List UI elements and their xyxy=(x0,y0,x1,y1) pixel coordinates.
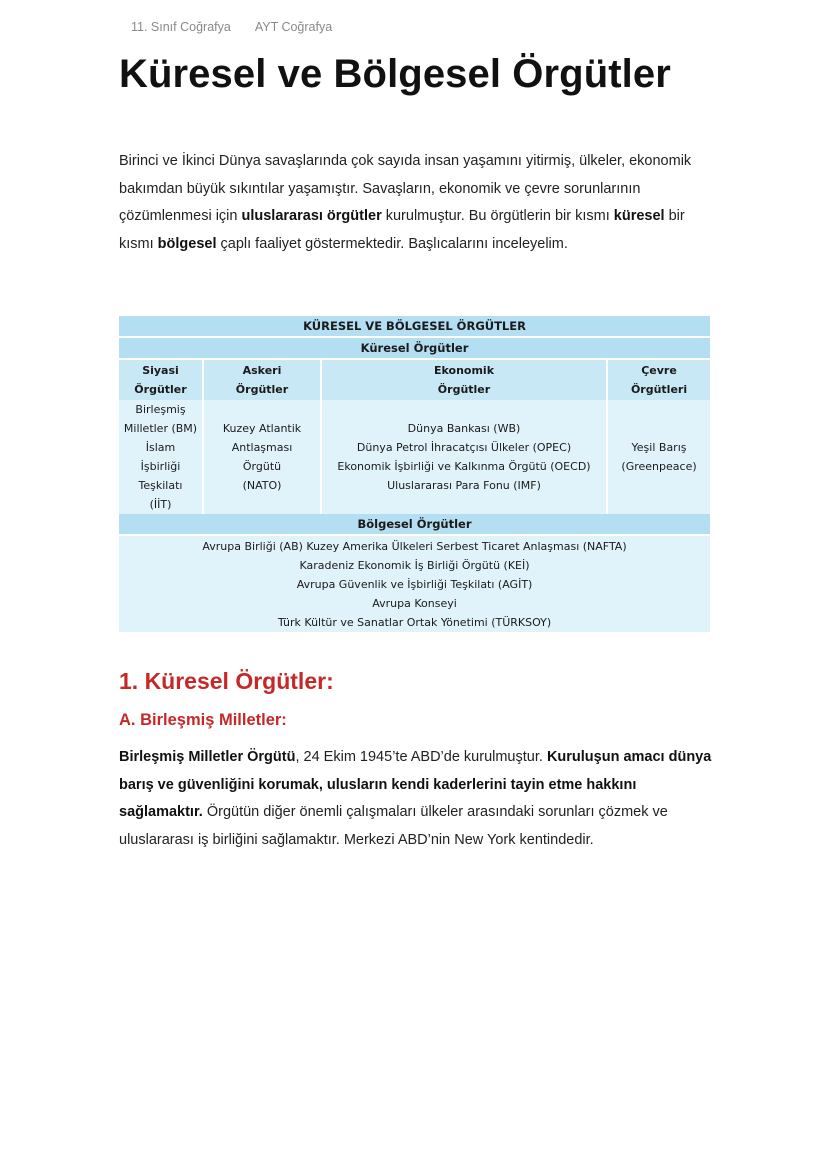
economic-org-line: Uluslararası Para Fonu (IMF) xyxy=(387,479,541,492)
intro-bold-uluslararasi-orgutler: uluslararası örgütler xyxy=(241,208,382,224)
intro-bold-bolgesel: bölgesel xyxy=(157,235,217,252)
category-environmental-line: Örgütleri xyxy=(630,383,688,396)
political-org-line: Teşkilatı xyxy=(138,479,183,492)
category-political-line: Örgütler xyxy=(134,383,187,396)
un-bold-name: Birleşmiş Milletler Örgütü xyxy=(119,749,296,765)
breadcrumb xyxy=(131,20,332,34)
category-political-header xyxy=(119,359,203,400)
military-org-line: Antlaşması xyxy=(231,441,293,454)
un-paragraph xyxy=(119,744,719,854)
regional-organizations-cell xyxy=(119,535,710,632)
category-economic-header xyxy=(321,359,607,400)
un-text-1: , 24 Ekim 1945’te ABD’de kurulmuştur. xyxy=(295,749,547,765)
military-org-line: Örgütü xyxy=(242,460,282,473)
category-environmental-header xyxy=(607,359,710,400)
section-heading-kuresel-orgutler: 1. Küresel Örgütler: xyxy=(119,668,334,694)
regional-org-line: Avrupa Birliği (AB) Kuzey Amerika Ülkeleri Serbest Ticaret Anlaşması (NAFTA) xyxy=(202,539,627,553)
political-organizations-cell xyxy=(119,400,203,514)
intro-bold-kuresel: küresel xyxy=(613,208,665,224)
un-bold-purpose: Kuruluşun amacı dünya barış ve güvenliğini korumak, ulusların kendi kaderlerini tayin etme hakkını sağlamaktır. xyxy=(119,749,712,820)
regional-org-line: Avrupa Güvenlik ve İşbirliği Teşkilatı (AGİT) xyxy=(296,577,533,591)
environmental-org-line: (Greenpeace) xyxy=(621,460,697,473)
political-org-line: İşbirliği xyxy=(140,460,181,473)
economic-organizations-cell xyxy=(321,400,607,514)
category-military-header xyxy=(203,359,321,400)
economic-org-line: Dünya Bankası (WB) xyxy=(407,422,521,435)
regional-org-line: Türk Kültür ve Sanatlar Ortak Yönetimi (TÜRKSOY) xyxy=(277,615,552,629)
military-org-line: Kuzey Atlantik xyxy=(222,422,302,435)
environmental-organizations-cell xyxy=(607,400,710,514)
regional-org-line: Karadeniz Ekonomik İş Birliği Örgütü (KEİ) xyxy=(299,558,530,572)
economic-org-line: Ekonomik İşbirliği ve Kalkınma Örgütü (OECD) xyxy=(337,460,591,473)
intro-paragraph xyxy=(119,148,709,258)
political-org-line: Birleşmiş xyxy=(135,403,186,416)
table-title: KÜRESEL VE BÖLGESEL ÖRGÜTLER xyxy=(119,316,710,337)
intro-text-3: bir kısmı xyxy=(119,208,685,252)
political-org-line: Milletler (BM) xyxy=(123,422,198,435)
un-text-2: Örgütün diğer önemli çalışmaları ülkeler arasındaki sorunları çözmek ve uluslararası iş birliğini sağlamaktır. Merkezi ABD’nin New York kentindedir. xyxy=(119,804,668,848)
military-organizations-cell xyxy=(203,400,321,514)
category-military-line: Askeri xyxy=(242,364,282,377)
subsection-heading-birlesmis-milletler: A. Birleşmiş Milletler: xyxy=(119,711,287,729)
regional-org-line: Avrupa Konseyi xyxy=(372,596,457,610)
category-military-line: Örgütler xyxy=(235,383,289,396)
category-economic-line: Örgütler xyxy=(437,383,491,396)
category-environmental-line: Çevre xyxy=(641,364,677,377)
economic-org-line: Dünya Petrol İhracatçısı Ülkeler (OPEC) xyxy=(356,441,572,454)
category-political-line: Siyasi xyxy=(142,364,179,377)
breadcrumb-link-11-sinif-cografya[interactable]: 11. Sınıf Coğrafya xyxy=(131,20,231,34)
intro-text-1: Birinci ve İkinci Dünya savaşlarında çok sayıda insan yaşamını yitirmiş, ülkeler, ekonomik bakımdan büyük sıkıntılar yaşamıştır. Savaşların, ekonomik ve çevre sorunlarının çözümlenmesi için xyxy=(119,153,692,224)
regional-organizations-header: Bölgesel Örgütler xyxy=(119,514,710,535)
organizations-table xyxy=(119,316,710,632)
political-org-line: (İİT) xyxy=(149,498,172,511)
environmental-org-line: Yeşil Barış xyxy=(631,441,687,454)
military-org-line: (NATO) xyxy=(242,479,282,492)
intro-text-4: çaplı faaliyet göstermektedir. Başlıcalarını inceleyelim. xyxy=(216,235,568,252)
page-title: Küresel ve Bölgesel Örgütler xyxy=(119,52,671,96)
breadcrumb-link-ayt-cografya[interactable]: AYT Coğrafya xyxy=(254,20,333,34)
political-org-line: İslam xyxy=(145,441,176,454)
intro-text-2: kurulmuştur. Bu örgütlerin bir kısmı xyxy=(381,208,614,224)
global-organizations-header: Küresel Örgütler xyxy=(119,337,710,359)
category-economic-line: Ekonomik xyxy=(433,364,495,377)
